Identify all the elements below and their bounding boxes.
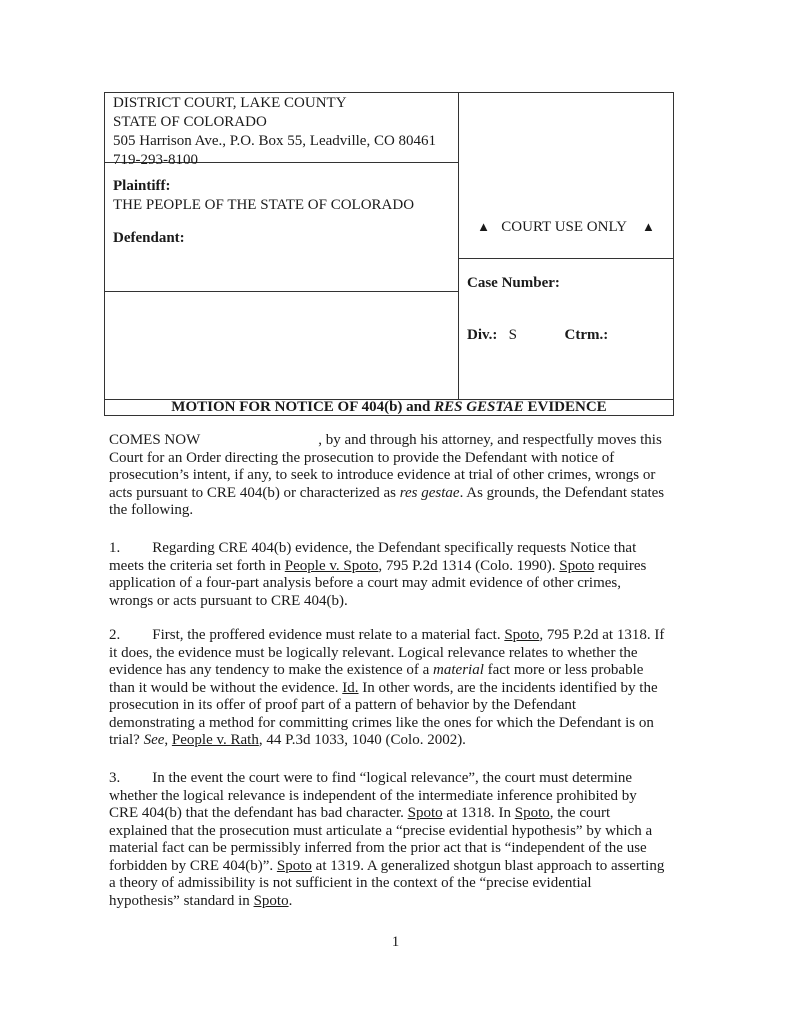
- court-info-cell: [105, 93, 459, 168]
- div-label: Div.:: [467, 327, 498, 343]
- defendant-label: Defendant:: [113, 230, 185, 246]
- ctrm-label: Ctrm.:: [564, 327, 609, 343]
- paragraph-3: 3. In the event the court were to find “logical relevance”, the court must determine whether the logical relevance is independent of the intermediate inference prohibited by CRE 404(b) that the defendant has bad character. Spoto at 1318. In Spoto, the court explained that the prosecution must articulate a “precise evidential hypothesis” by which a material fact can be permissibly inferred from the prior act that is “independent of the use forbidden by CRE 404(b)”. Spoto at 1319. A generalized shotgun blast approach to asserting a theory of admissibility is not sufficient in the context of the “precise evidential hypothesis” standard in Spoto.: [109, 770, 665, 909]
- intro-paragraph: COMES NOW , by and through his attorney, and respectfully moves this Court for an Order directing the prosecution to provide the Defendant with notice of prosecution’s intent, if any, to seek to introduce evidence at trial of other crimes, wrongs or acts pursuant to CRE 404(b) or characterized as res gestae. As grounds, the Defendant states the following.: [109, 432, 665, 518]
- attorney-cell: [105, 291, 459, 399]
- triangle-up-icon: ▲: [477, 219, 491, 234]
- paragraph-2: 2. First, the proffered evidence must relate to a material fact. Spoto, 795 P.2d at 1318. If it does, the evidence must be logically relevant. Logical relevance relates to whether the evidence has any tendency to make the existence of a material fact more or less probable than it would be without the evidence. Id. In other words, are the incidents identified by the prosecution in its offer of proof part of a pattern of behavior by the Defendant demonstrating a method for committing crimes like the ones for which the Defendant is on trial? See, People v. Rath, 44 P.3d 1033, 1040 (Colo. 2002).: [109, 627, 665, 748]
- court-phone: 719-293-8100: [113, 152, 198, 168]
- plaintiff-label: Plaintiff:: [113, 178, 171, 194]
- div-value: S: [508, 327, 518, 343]
- motion-title: MOTION FOR NOTICE OF 404(b) and RES GESTAE EVIDENCE: [105, 399, 673, 415]
- page-number: 1: [391, 934, 400, 950]
- court-address: 505 Harrison Ave., P.O. Box 55, Leadville, CO 80461: [113, 133, 437, 149]
- paragraph-1: 1. Regarding CRE 404(b) evidence, the Defendant specifically requests Notice that meets the criteria set forth in People v. Spoto, 795 P.2d 1314 (Colo. 1990). Spoto requires application of a four-part analysis before a court may admit evidence of other crimes, wrongs or acts pursuant to CRE 404(b).: [109, 540, 647, 609]
- court-use-only-text: COURT USE ONLY: [501, 219, 627, 235]
- court-name: DISTRICT COURT, LAKE COUNTY: [113, 95, 347, 111]
- parties-cell: [105, 163, 459, 291]
- case-number-label: Case Number:: [467, 275, 560, 291]
- triangle-up-icon: ▲: [641, 219, 655, 234]
- court-state: STATE OF COLORADO: [113, 114, 267, 130]
- case-number-cell: [459, 259, 673, 399]
- plaintiff-name: THE PEOPLE OF THE STATE OF COLORADO: [113, 197, 415, 213]
- court-use-cell: [459, 93, 673, 259]
- division-row: [467, 327, 608, 344]
- court-use-only-label: [459, 219, 673, 236]
- case-caption-box: [104, 92, 674, 416]
